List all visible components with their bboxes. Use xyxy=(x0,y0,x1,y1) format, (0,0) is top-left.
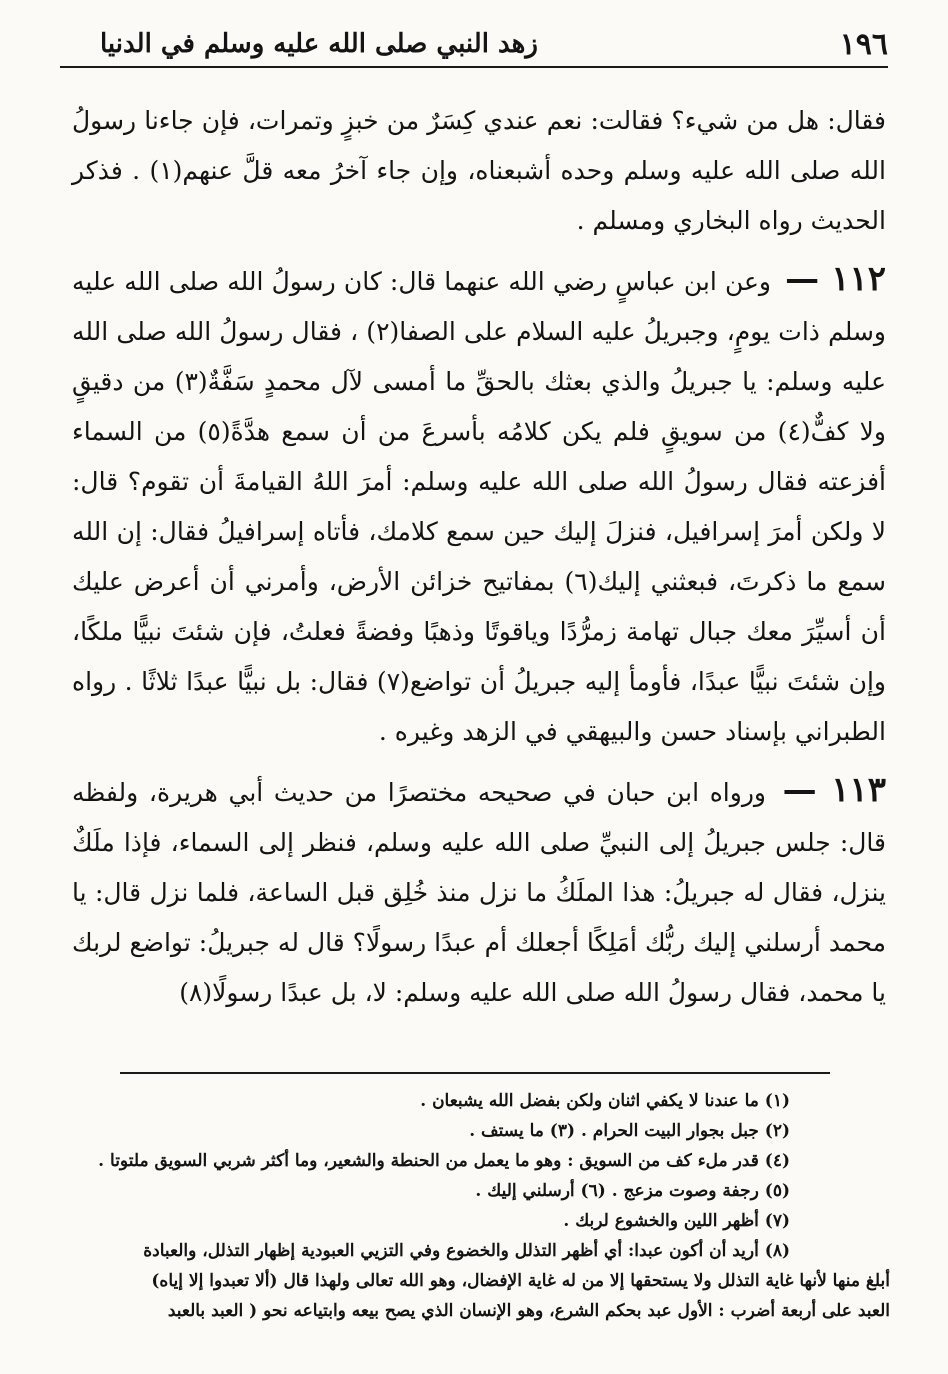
footnote-4: (٤) قدر ملء كف من السويق : وهو ما يعمل من الحنطة والشعير، وما أكثر شربي السويق ملتوتا . xyxy=(98,1151,790,1171)
hadith-113-text: ورواه ابن حبان في صحيحه مختصرًا من حديث أبي هريرة، ولفظه قال: جلس جبريلُ إلى النبيِّ صلى الله عليه وسلم، فنظر إلى السماء، فإذا ملَكٌ ينزل، فقال له جبريلُ: هذا الملَكُ ما نزل منذ خُلِق قبل الساعة، فلما نزل قال: يا محمد أرسلني إليك ربُّك أمَلِكًا أجعلك أم عبدًا رسولًا؟ قال له جبريلُ: تواضع لربك يا محمد، فقال رسولُ الله صلى الله عليه وسلم: لا، بل عبدًا رسولًا(٨) xyxy=(72,778,886,1007)
footnote-separator xyxy=(120,1072,830,1074)
footnote-1: (١) ما عندنا لا يكفي اثنان ولكن بفضل الله يشبعان . xyxy=(420,1091,790,1111)
hadith-112-text: وعن ابن عباسٍ رضي الله عنهما قال: كان رسولُ الله صلى الله عليه وسلم ذات يومٍ، وجبريلُ عليه السلام على الصفا(٢) ، فقال رسولُ الله صلى الله عليه وسلم: يا جبريلُ والذي بعثك بالحقِّ ما أمسى لآل محمدٍ سَفَّةٌ(٣) من دقيقٍ ولا كفٌّ(٤) من سويقٍ فلم يكن كلامُه بأسرعَ من أن سمع هدَّةً(٥) من السماء أفزعته فقال رسولُ الله صلى الله عليه وسلم: أمرَ اللهُ القيامةَ أن تقوم؟ قال: لا ولكن أمرَ إسرافيل، فنزلَ إليك حين سمع كلامك، فأتاه إسرافيلُ فقال: إن الله سمع ما ذكرتَ، فبعثني إليك(٦) بمفاتيح خزائن الأرض، وأمرني أن أعرض عليك أن أسيِّرَ معك جبال تهامة زمرُّدًا وياقوتًا وذهبًا وفضةً فعلتُ، فإن شئتَ نبيًّا ملكًا، وإن شئتَ نبيًّا عبدًا، فأومأ إليه جبريلُ أن تواضع(٧) فقال: بل نبيًّا عبدًا ثلاثًا . رواه الطبراني بإسناد حسن والبيهقي في الزهد وغيره . xyxy=(72,267,887,746)
footnotes xyxy=(60,1086,890,1326)
page-header xyxy=(60,22,888,68)
paragraph-1: فقال: هل من شيء؟ فقالت: نعم عندي كِسَرٌ من خبزٍ وتمرات، فإن جاءنا رسولُ الله صلى الله عليه وسلم وحده أشبعناه، وإن جاء آخرُ معه قلَّ عنهم(١) . فذكر الحديث رواه البخاري ومسلم . xyxy=(72,106,886,235)
main-text xyxy=(72,96,886,1026)
hadith-112 xyxy=(72,254,886,757)
hadith-number-113: ١١٣ — xyxy=(782,770,886,810)
page-number: ١٩٦ xyxy=(839,26,888,62)
hadith-number-112: ١١٢ — xyxy=(785,259,887,299)
footnote-7: (٧) أظهر اللين والخشوع لربك . xyxy=(563,1211,790,1231)
footnote-8-continued-2: العبد على أربعة أضرب : الأول عبد بحكم الشرع، وهو الإنسان الذي يصح بيعه وابتياعه نحو ( العبد بالعبد xyxy=(167,1301,890,1321)
footnote-8-continued-1: أبلغ منها لأنها غاية التذلل ولا يستحقها إلا من له غاية الإفضال، وهو الله تعالى ولهذا قال (ألا تعبدوا إلا إياه) xyxy=(151,1271,890,1291)
footnote-5-6: (٥) رجفة وصوت مزعج . (٦) أرسلني إليك . xyxy=(475,1181,790,1201)
footnote-2-3: (٢) جبل بجوار البيت الحرام . (٣) ما يستف . xyxy=(469,1121,790,1141)
footnote-8: (٨) أريد أن أكون عبدا: أي أظهر التذلل والخضوع وفي التزيي العبودية إظهار التذلل، والعبادة xyxy=(143,1241,790,1261)
running-title: زهد النبي صلى الله عليه وسلم في الدنيا xyxy=(100,29,538,59)
hadith-113 xyxy=(72,765,886,1018)
